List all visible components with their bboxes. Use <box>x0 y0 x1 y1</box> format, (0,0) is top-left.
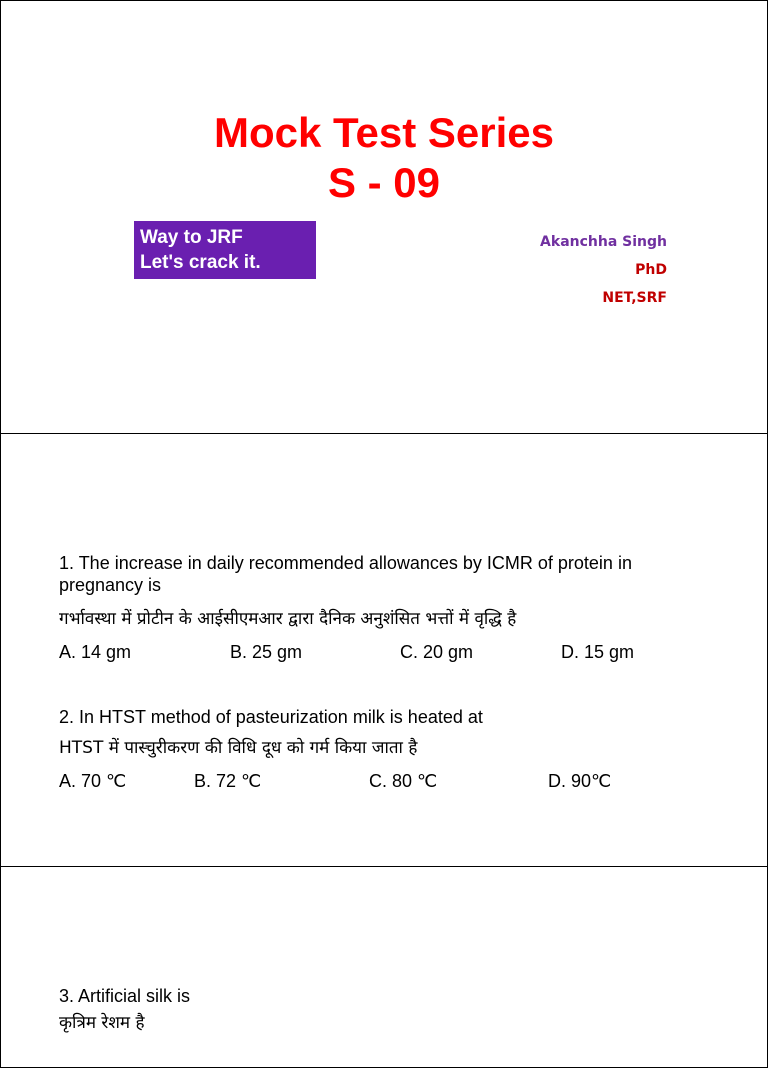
tagline-line1: Way to JRF <box>140 227 243 248</box>
question-2-text: 2. In HTST method of pasteurization milk is heated at <box>59 707 483 727</box>
question-1-option-b: B. 25 gm <box>230 642 303 662</box>
question-slide <box>0 433 768 867</box>
question-3-hindi: कृत्रिम रेशम है <box>59 1013 145 1033</box>
author-qualification: NET,SRF <box>602 290 667 306</box>
series-number: S - 09 <box>327 159 441 206</box>
tagline-banner <box>134 221 316 279</box>
tagline-line2: Let's crack it. <box>140 252 261 273</box>
author-name: Akanchha Singh <box>540 234 667 250</box>
question-2-option-c: C. 80 ℃ <box>369 771 438 791</box>
question-2-option-d: D. 90℃ <box>548 771 612 791</box>
author-degree: PhD <box>635 262 667 278</box>
question-2-option-b: B. 72 ℃ <box>194 771 262 791</box>
page-title: Mock Test Series <box>213 109 555 156</box>
question-1-option-d: D. 15 gm <box>561 642 635 662</box>
question-3-text: 3. Artificial silk is <box>59 986 191 1006</box>
title-slide <box>0 0 768 434</box>
question-2-hindi: HTST में पास्चुरीकरण की विधि दूध को गर्म किया जाता है <box>59 738 418 758</box>
question-slide <box>0 866 768 1068</box>
question-1-option-c: C. 20 gm <box>400 642 474 662</box>
question-2-option-a: A. 70 ℃ <box>59 771 127 791</box>
question-1-option-a: A. 14 gm <box>59 642 132 662</box>
question-1-hindi: गर्भावस्था में प्रोटीन के आईसीएमआर द्वारा दैनिक अनुशंसित भत्तों में वृद्धि है <box>59 609 517 629</box>
question-1-text: 1. The increase in daily recommended allowances by ICMR of protein in pregnancy is <box>59 553 632 595</box>
